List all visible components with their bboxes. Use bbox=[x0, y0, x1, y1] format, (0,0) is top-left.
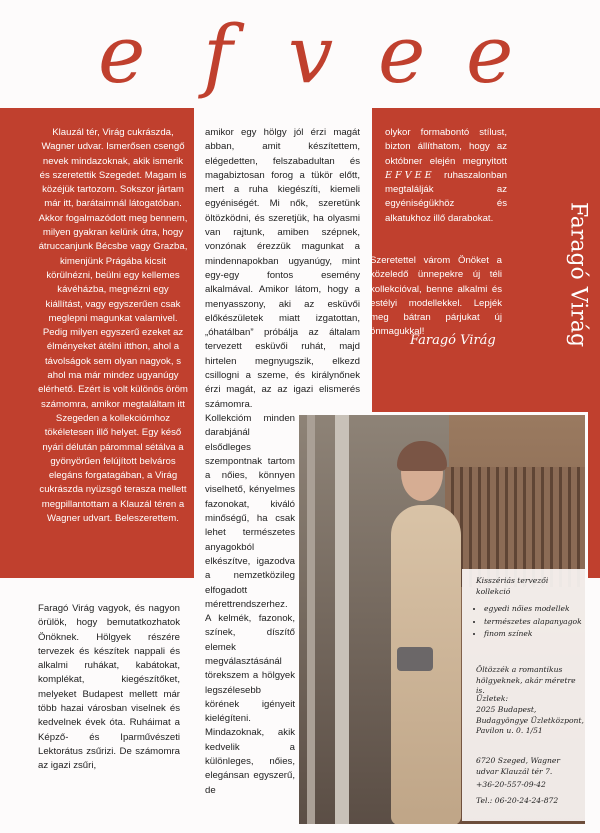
phone-1: +36-20-557-09-42 bbox=[476, 780, 546, 789]
info-title: Kisszériás tervezői kollekció bbox=[476, 576, 549, 596]
phone-2: Tel.: 06-20-24-24-872 bbox=[476, 796, 559, 805]
invitation-text: Szeretettel várom Önöket a közeledő ünnepekre új téli kollekcióval, benne alkalmi és estélyi modellekkel. Lepjék meg bátran párjukat új önmagukkal! bbox=[370, 255, 502, 338]
side-vertical-name bbox=[563, 190, 591, 360]
logo-letter-e1: e bbox=[98, 8, 146, 101]
list-item: • egyedi nőies modellek bbox=[484, 604, 584, 615]
right-column bbox=[385, 126, 507, 226]
right-column-text: olykor formabontó stílust, bizton állíthatom, hogy az októbner elején megnyitott bbox=[385, 127, 507, 167]
shop-address-1: 2025 Budapest, Budagyöngye Üzletközpont, Pavilon u. 0. 1/51 bbox=[476, 705, 584, 735]
collection-text: Kollekcióm minden darabjánál elsődleges szempontnak tartom a nőies, könnyen viselhető, kényelmes fazonokat, kiváló minőségű, ha csak lehet természetes anyagokból elkészítve, igazodva a nemzetközileg elfogadott mérettrendszerhez. A kelmék, fazonok, színek, díszítő elemek megválasztásánál törekszem a hölgyek legszélesebb körének igényeit kielégíteni. Mindazoknak, akik kedvelik a különleges, nőies, elegánsan egyszerű, de bbox=[205, 412, 295, 796]
feature-list bbox=[476, 604, 584, 642]
middle-column-text: amikor egy hölgy jól érzi magát abban, amit készítettem, elégedetten, felszabadultan és magabiztosan forog a tükör előtt, mert a ruha kiegészíti, kiemeli egyéniségét. Mi nők, szeretünk öltözködni, és szeretjük, ha olyasmi van rajtunk, amiben szépnek, vonzónak érezzük magunkat a mindennapokban ugyanúgy, mint egy-egy fontos esemény alkalmával. Amikor látom, hogy a menyasszony, aki az esküvői előkészületek miatt izgatottan, „óhatálban” próbálja az általam tervezett esküvői ruhát, majd hirtelen megnyugszik, elkezd csillogni a szeme, és királynőnek érzi magát, az az igazi elismerés számomra. bbox=[205, 127, 360, 410]
right-column-text-2: ruhaszalonban megtalálják az egyéniségükhöz és alkatukhoz illő darabokat. bbox=[385, 169, 507, 224]
logo-letter-f: f bbox=[203, 8, 233, 101]
shops-label: Üzletek: bbox=[476, 694, 509, 703]
photo-pole bbox=[335, 415, 349, 824]
bio-column: Faragó Virág vagyok, és nagyon örülök, hogy bemutatkozhatok Önöknek. Hölgyek részére tervezek és készítek nappali és alkalmi ruhákat, kabátokat, komplékat, kiegészítőket, melyeket Budapest mellett már több hazai városban viselnek és kedvelnek évek óta. Ruháimat a Képző- és Iparművészeti Lektorátus zsűrizi. De számomra az igazi zsűri, bbox=[38, 603, 180, 772]
list-item: • finom színek bbox=[484, 629, 584, 640]
logo-letter-v: v bbox=[288, 8, 334, 101]
photo-pole-2 bbox=[307, 415, 315, 824]
side-name-text: Faragó Virág bbox=[565, 201, 591, 348]
logo-letter-e2: e bbox=[378, 8, 426, 101]
intro-column: Klauzál tér, Virág cukrászda, Wagner udvar. Ismerősen csengő nevek mindazoknak, akik ismerik és szeretettik Szegedet. Magam is közéjük tartozom. Sokszor jártam már itt, barátaimnál látogatóban. Akkor fogalmazódott meg bennem, milyen gyakran kelünk útra, hogy átruccanjunk Bécsbe vagy Grazba, kimenjünk Prágába kicsit körülnézni, beülni egy kellemes kávéházba, megnézni egy kiállítást, vagy egyszerűen csak meglepni magunkat valamivel. Pedig milyen egyszerű ezeket az élményeket átélni itthon, ahol a távolságok sem olyan nagyok, s ahol ma már mindez ugyanúgy elérhető. Ezért is volt különös öröm számomra, amikor megtaláltam itt Szegeden a kollekciómhoz tökéletesen illő helyet. Egy késő nyári délután párommal sétálva a gyönyörűen felújított belváros elegáns forgatagában, a Virág cukrászda nyüzsgő terasza mellett megpillantottam a Klauzál téren a Wagner udvart. Beleszerettem. bbox=[38, 127, 188, 525]
tagline: Öltözzék a romantikus hölgyeknek, akár méretre is. bbox=[476, 665, 576, 695]
efvee-logo bbox=[0, 8, 600, 101]
brand-name: EFVEE bbox=[385, 169, 435, 181]
list-item: • természetes alapanyagok bbox=[484, 617, 584, 628]
signature: Faragó Virág bbox=[410, 333, 496, 348]
logo-letter-e3: e bbox=[466, 8, 514, 101]
shop-address-2: 6720 Szeged, Wagner udvar Klauzál tér 7. bbox=[476, 756, 561, 776]
photo-bag bbox=[397, 647, 433, 671]
